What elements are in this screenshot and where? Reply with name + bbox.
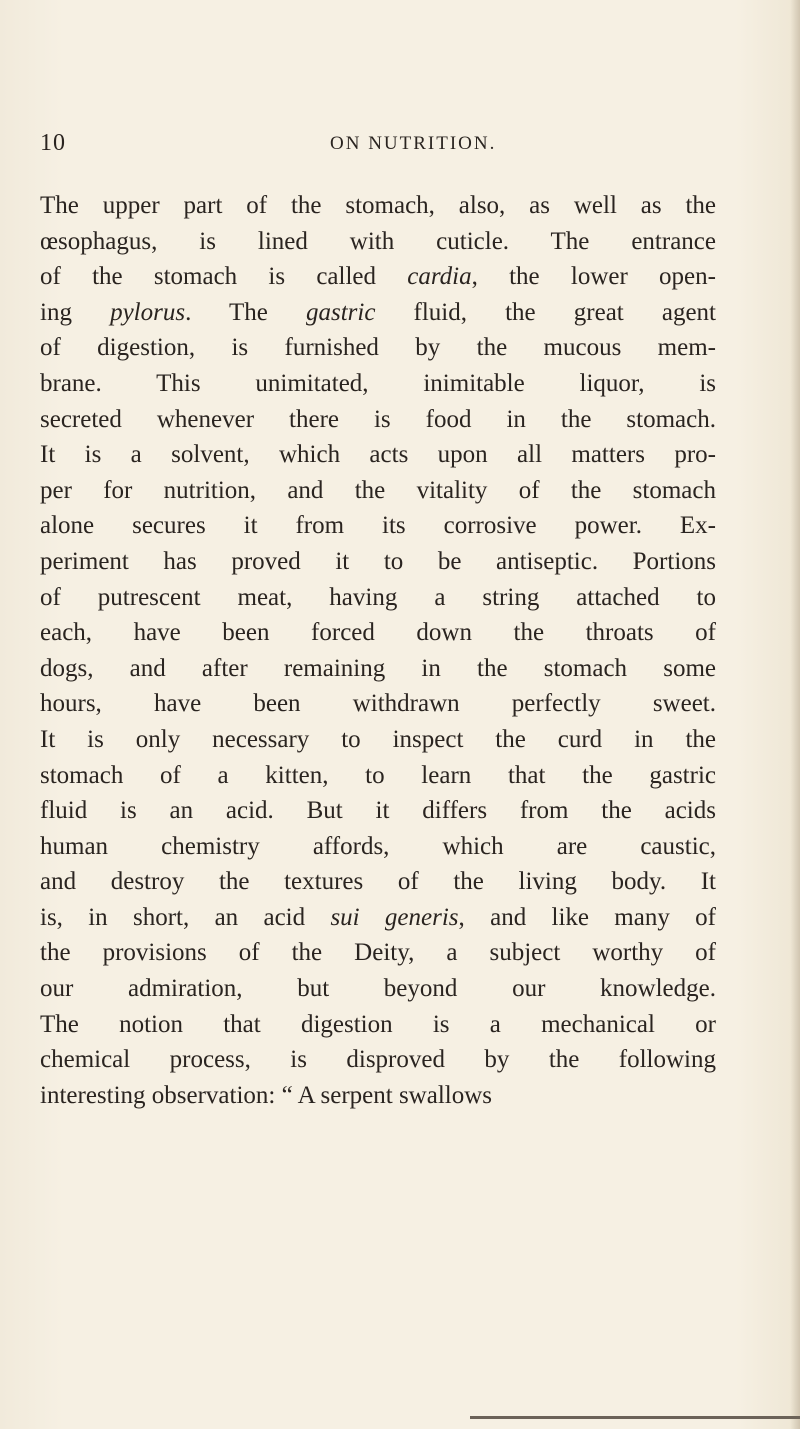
text-segment: of putrescent meat, having a string attached to (40, 583, 716, 611)
text-line (40, 437, 716, 473)
text-line (40, 1042, 716, 1078)
page-number: 10 (40, 130, 66, 156)
text-line (40, 508, 716, 544)
text-line (40, 330, 716, 366)
text-line (40, 971, 716, 1007)
text-segment: periment has proved it to be antiseptic. Portions (40, 547, 716, 575)
text-segment: brane. This unimitated, inimitable liquor, is (40, 369, 716, 397)
text-line (40, 295, 716, 331)
text-segment: alone secures it from its corrosive power. Ex- (40, 512, 716, 540)
text-segment: is, in short, an acid (40, 903, 331, 931)
text-line (40, 259, 716, 295)
text-segment: the provisions of the Deity, a subject worthy of (40, 939, 716, 967)
text-segment: of digestion, is furnished by the mucous mem- (40, 334, 716, 362)
text-line (40, 829, 716, 865)
text-segment: It is only necessary to inspect the curd in the (40, 725, 716, 753)
page-header (40, 130, 740, 160)
text-line (40, 544, 716, 580)
text-line (40, 686, 716, 722)
text-segment: . The (185, 298, 306, 326)
text-segment: It is a solvent, which acts upon all matters pro- (40, 441, 716, 469)
text-segment: œsophagus, is lined with cuticle. The entrance (40, 227, 716, 255)
page-edge-shadow (790, 0, 800, 1429)
text-segment: dogs, and after remaining in the stomach some (40, 654, 716, 682)
text-segment: of the stomach is called (40, 263, 408, 291)
text-line (40, 366, 716, 402)
text-segment: our admiration, but beyond our knowledge. (40, 975, 716, 1003)
italic-term: pylorus (110, 298, 186, 326)
body-paragraph (40, 188, 716, 1113)
text-line (40, 1007, 716, 1043)
text-line (40, 900, 716, 936)
text-segment: , the lower open- (471, 263, 716, 291)
text-segment: , and like many of (458, 903, 716, 931)
text-line (40, 758, 716, 794)
italic-term: sui generis (330, 903, 459, 931)
text-segment: interesting observation: “ A serpent swallows (40, 1081, 493, 1109)
text-segment: fluid, the great agent (375, 298, 716, 326)
running-head: ON NUTRITION. (330, 133, 497, 154)
text-line (40, 1078, 716, 1114)
italic-term: cardia (407, 263, 472, 291)
text-segment: secreted whenever there is food in the stomach. (40, 405, 716, 433)
text-segment: each, have been forced down the throats of (40, 619, 716, 647)
text-line (40, 615, 716, 651)
text-segment: fluid is an acid. But it differs from the acids (40, 797, 716, 825)
text-line (40, 722, 716, 758)
bottom-rule (470, 1416, 800, 1419)
text-line (40, 793, 716, 829)
text-line (40, 935, 716, 971)
italic-term: gastric (305, 298, 376, 326)
text-line (40, 224, 716, 260)
text-line (40, 864, 716, 900)
text-segment: hours, have been withdrawn perfectly sweet. (40, 690, 716, 718)
text-segment: human chemistry affords, which are caustic, (40, 832, 716, 860)
text-line (40, 188, 716, 224)
text-segment: chemical process, is disproved by the following (40, 1046, 716, 1074)
text-segment: and destroy the textures of the living body. It (40, 868, 716, 896)
text-segment: ing (40, 298, 111, 326)
text-segment: The notion that digestion is a mechanical or (40, 1010, 716, 1038)
text-line (40, 473, 716, 509)
text-segment: per for nutrition, and the vitality of the stomach (40, 476, 716, 504)
text-line (40, 580, 716, 616)
text-segment: stomach of a kitten, to learn that the gastric (40, 761, 716, 789)
text-line (40, 651, 716, 687)
text-line (40, 402, 716, 438)
text-segment: The upper part of the stomach, also, as well as the (40, 192, 716, 219)
